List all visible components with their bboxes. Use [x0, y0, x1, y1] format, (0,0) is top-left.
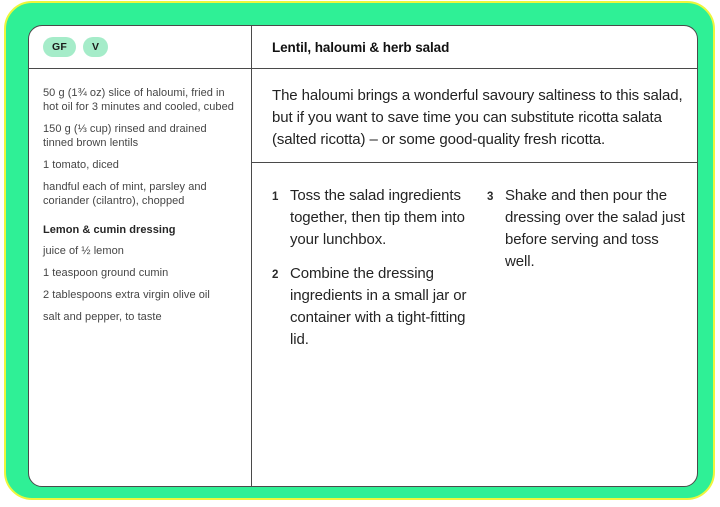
step-text: Combine the dressing ingredients in a small jar or container with a tight-fitting lid.	[290, 265, 467, 348]
step-number: 2	[272, 269, 279, 281]
dietary-badges	[29, 26, 252, 69]
badge-vegetarian: V	[83, 37, 108, 57]
ingredient-item: handful each of mint, parsley and coriander (cilantro), chopped	[43, 181, 207, 207]
badge-gluten-free: GF	[43, 37, 76, 57]
step-number: 3	[487, 191, 494, 203]
ingredient-subheading: Lemon & cumin dressing	[43, 224, 176, 236]
steps-column-1	[272, 185, 473, 363]
title-bar	[252, 26, 698, 69]
ingredient-item: 1 teaspoon ground cumin	[43, 267, 169, 279]
ingredient-item: juice of ½ lemon	[43, 245, 124, 257]
intro-text: The haloumi brings a wonderful savoury saltiness to this salad, but if you want to save time you can substitute ricotta salata (salted ricotta) – or some good-quality fresh ricotta.	[272, 87, 683, 148]
recipe-title: Lentil, haloumi & herb salad	[272, 39, 450, 55]
ingredients-list	[29, 69, 252, 486]
step-number: 1	[272, 191, 279, 203]
ingredient-item: 1 tomato, diced	[43, 159, 119, 171]
recipe-card	[28, 25, 698, 487]
intro-section	[252, 69, 698, 163]
method-steps	[252, 163, 698, 363]
steps-column-2	[487, 185, 688, 363]
step-item	[272, 263, 473, 351]
step-text: Toss the salad ingredients together, then tip them into your lunchbox.	[290, 187, 465, 248]
green-frame	[4, 1, 715, 500]
recipe-body	[252, 69, 698, 486]
ingredient-item: 150 g (⅓ cup) rinsed and drained tinned brown lentils	[43, 123, 207, 149]
ingredient-item: 2 tablespoons extra virgin olive oil	[43, 289, 210, 301]
step-item	[272, 185, 473, 251]
step-text: Shake and then pour the dressing over the salad just before serving and toss well.	[505, 187, 685, 270]
ingredient-item: 50 g (1¾ oz) slice of haloumi, fried in hot oil for 3 minutes and cooled, cubed	[43, 87, 234, 113]
ingredient-item: salt and pepper, to taste	[43, 311, 162, 323]
step-item	[487, 185, 688, 273]
